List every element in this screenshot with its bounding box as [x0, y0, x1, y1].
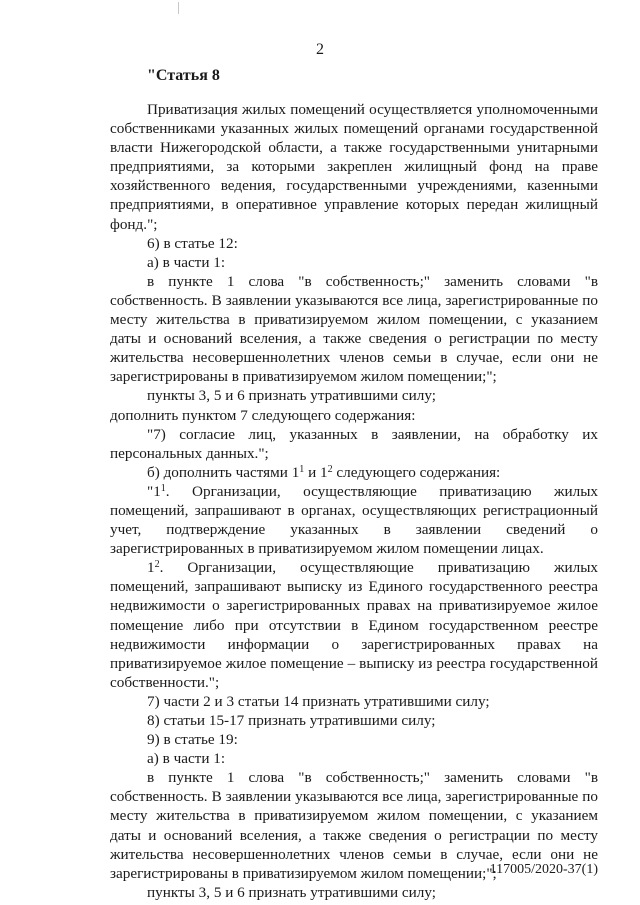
item-6b-sup2: 2 — [327, 463, 333, 475]
part-1-1-pre: "1 — [147, 482, 161, 500]
article-title: "Статья 8 — [147, 67, 220, 84]
item-6b — [110, 463, 598, 482]
item-6: 6) в статье 12: — [147, 234, 238, 252]
part-1-1-sup: 1 — [160, 482, 166, 494]
page-number: 2 — [316, 41, 324, 58]
paragraph-privatization: Приватизация жилых помещений осуществляется уполномоченными собственниками указанных жилых помещений органами государственной власти Нижегородской области, а также государственными унитарными предприятиями, за которыми закреплен жилищный фонд на праве хозяйственного ведения, государственными учреждениями, казенными предприятиями, в оперативное управление которых передан жилищный фонд."; — [110, 101, 598, 233]
part-1-1 — [110, 482, 598, 558]
item-8: 8) статьи 15-17 признать утратившими силу; — [147, 712, 436, 729]
item-6b-sup1: 1 — [299, 463, 305, 475]
item-6a-add-point7: дополнить пунктом 7 следующего содержания: — [110, 406, 416, 424]
document-code: 117005/2020-37(1) — [489, 862, 598, 877]
item-9a: а) в части 1: — [147, 750, 226, 768]
part-1-2-sup: 2 — [154, 559, 160, 571]
item-6b-pre: б) дополнить частями 1 — [147, 463, 300, 481]
item-6a-point1: в пункте 1 слова "в собственность;" заменить словами "в собственность. В заявлении указываются все лица, зарегистрированные по месту жительства в приватизируемом жилом помещении, с указанием даты и оснований вселения, а также сведения о регистрации по месту жительства несовершеннолетних членов семьи в случае, если они не зарегистрированы в приватизируемом жилом помещении;"; — [110, 272, 598, 386]
item-9: 9) в статье 19: — [147, 731, 238, 749]
item-6b-mid: и 1 — [304, 463, 328, 481]
item-9a-points-356: пункты 3, 5 и 6 признать утратившими силу; — [147, 883, 436, 901]
part-1-2-pre: 1 — [147, 559, 155, 577]
item-9a-point1: в пункте 1 слова "в собственность;" заменить словами "в собственность. В заявлении указываются все лица, зарегистрированные по месту жительства в приватизируемом жилом помещении, с указанием даты и оснований вселения, а также сведения о регистрации по месту жительства несовершеннолетних членов семьи в случае, если они не зарегистрированы в приватизируемом жилом помещении;"; — [110, 769, 598, 882]
item-6a-points-356: пункты 3, 5 и 6 признать утратившими силу; — [147, 387, 436, 405]
item-6a-point7-text: "7) согласие лиц, указанных в заявлении, на обработку их персональных данных."; — [110, 425, 598, 462]
part-1-2-text: . Организации, осуществляющие приватизацию жилых помещений, запрашивают выписку из Единого государственного реестра недвижимости о зарегистрированных правах на приватизируемое жилое помещение либо при отсутствии в Едином государственном реестре недвижимости информации о зарегистрированных правах на приватизируемое жилое помещение – выписку из реестра государственной собственности."; — [110, 559, 598, 691]
part-1-1-text: . Организации, осуществляющие приватизацию жилых помещений, запрашивают в органах, осуществляющих регистрационный учет, подтверждение указанных в заявлении сведений о зарегистрированных в приватизируемом жилом помещении лицах. — [110, 482, 598, 558]
item-7: 7) части 2 и 3 статьи 14 признать утратившими силу; — [147, 692, 490, 710]
item-6a: а) в части 1: — [147, 253, 226, 271]
scan-artifact — [178, 2, 179, 14]
item-6b-post: следующего содержания: — [332, 463, 501, 481]
part-1-2 — [110, 558, 598, 692]
document-body — [110, 100, 598, 902]
